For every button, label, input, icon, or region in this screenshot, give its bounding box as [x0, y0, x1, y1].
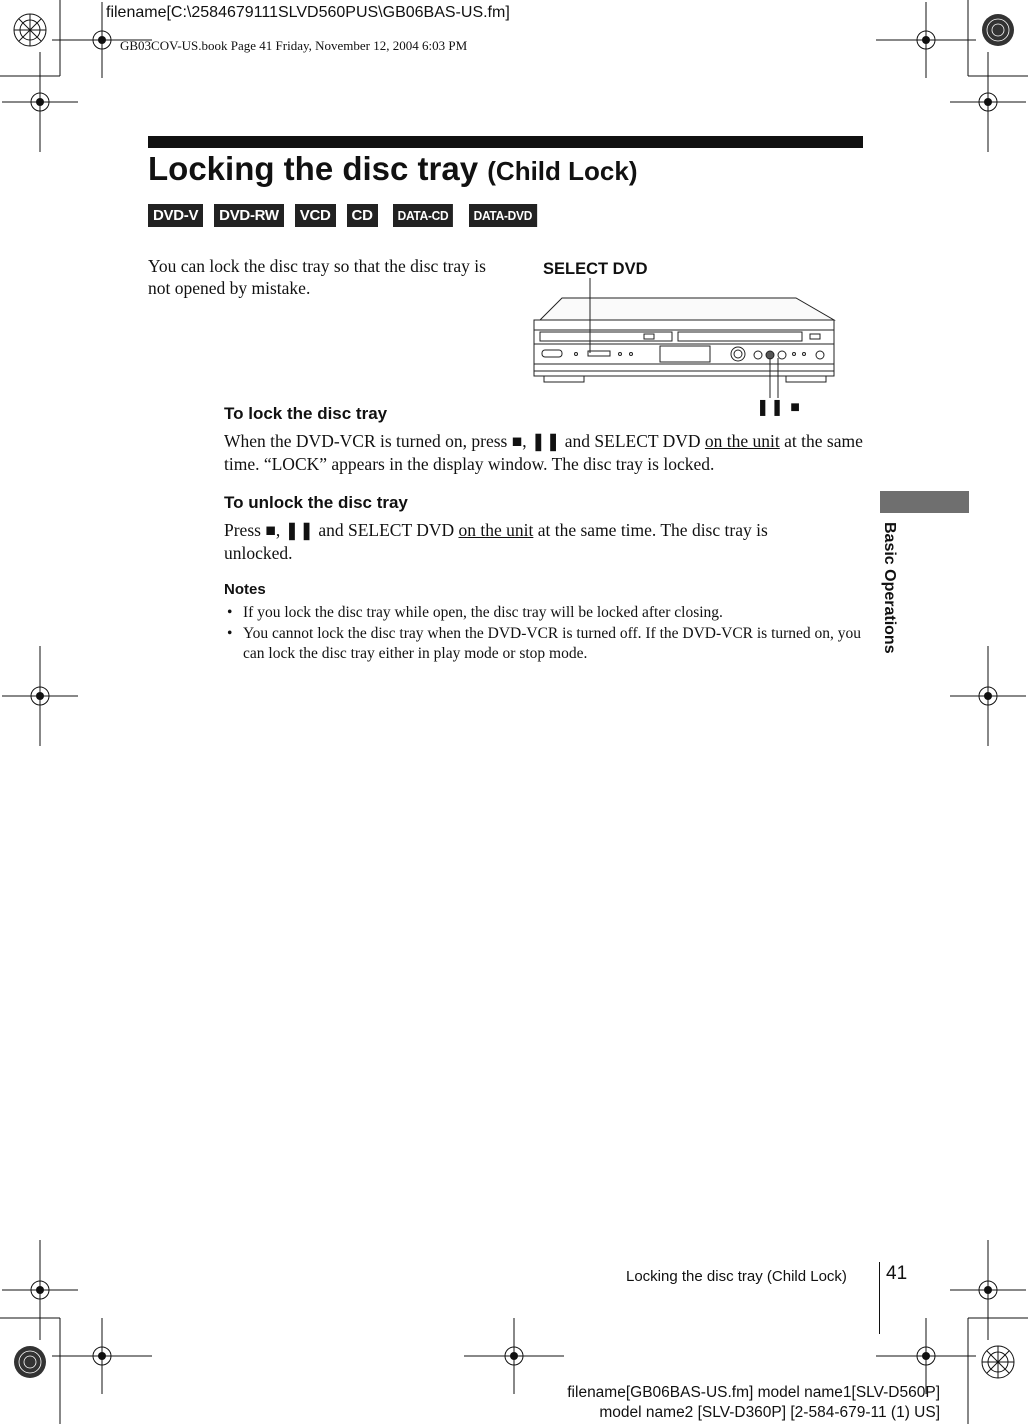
badge-vcd: VCD: [295, 204, 336, 227]
badge-dvd-rw: DVD-RW: [214, 204, 284, 227]
footer-file-line-1: filename[GB06BAS-US.fm] model name1[SLV-D560P]: [567, 1384, 940, 1401]
side-tab-marker: [880, 491, 969, 513]
unlock-on-the-unit: on the unit: [458, 520, 534, 540]
note-item: • You cannot lock the disc tray when the DVD-VCR is turned off. If the DVD-VCR is turned on, you can lock the disc tray either in play mode or stop mode.: [224, 624, 864, 664]
disc-type-badges: [148, 204, 542, 227]
page-number: 41: [886, 1263, 908, 1284]
dvd-vcr-illustration: [530, 278, 840, 408]
lock-text-2: at the same time. “LOCK” appears in the display window. The disc tray is locked.: [224, 431, 863, 474]
footer-section-title: Locking the disc tray (Child Lock): [626, 1268, 847, 1285]
badge-dvd-v: DVD-V: [148, 204, 203, 227]
select-dvd-label: SELECT DVD: [543, 260, 648, 278]
unlock-text-2: at the same time. The disc tray is unlocked.: [224, 520, 768, 563]
unlock-text-1: Press ■, ❚❚ and SELECT DVD: [224, 520, 459, 540]
intro-text: You can lock the disc tray so that the disc tray is not opened by mistake.: [148, 256, 486, 298]
footer-file-line-2: model name2 [SLV-D360P] [2-584-679-11 (1) US]: [599, 1404, 940, 1421]
lock-instructions: [224, 430, 864, 476]
pause-stop-label: ❚❚ ■: [756, 399, 801, 416]
title-bar: [148, 136, 863, 148]
header-book-info: GB03COV-US.book Page 41 Friday, November 12, 2004 6:03 PM: [120, 38, 468, 53]
title-main: Locking the disc tray: [148, 150, 479, 187]
unlock-instructions: [224, 519, 824, 565]
badge-cd: CD: [347, 204, 378, 227]
lock-on-the-unit: on the unit: [704, 431, 780, 451]
badge-data-cd: DATA-CD: [393, 204, 453, 227]
title-sub: (Child Lock): [487, 156, 638, 186]
note-item: • If you lock the disc tray while open, the disc tray will be locked after closing.: [224, 603, 864, 623]
header-filename: filename[C:\2584679111SLVD560PUS\GB06BAS-US.fm]: [106, 4, 510, 21]
notes-list: [224, 603, 864, 665]
footer-divider: [879, 1262, 880, 1334]
notes-heading: Notes: [224, 581, 266, 598]
badge-data-dvd: DATA-DVD: [469, 204, 537, 227]
side-tab-label: Basic Operations: [881, 522, 898, 654]
lock-text-1: When the DVD-VCR is turned on, press ■, ❚❚ and SELECT DVD: [224, 431, 705, 451]
page-title: [148, 150, 637, 188]
lock-heading: To lock the disc tray: [224, 404, 388, 423]
unlock-heading: To unlock the disc tray: [224, 493, 408, 512]
